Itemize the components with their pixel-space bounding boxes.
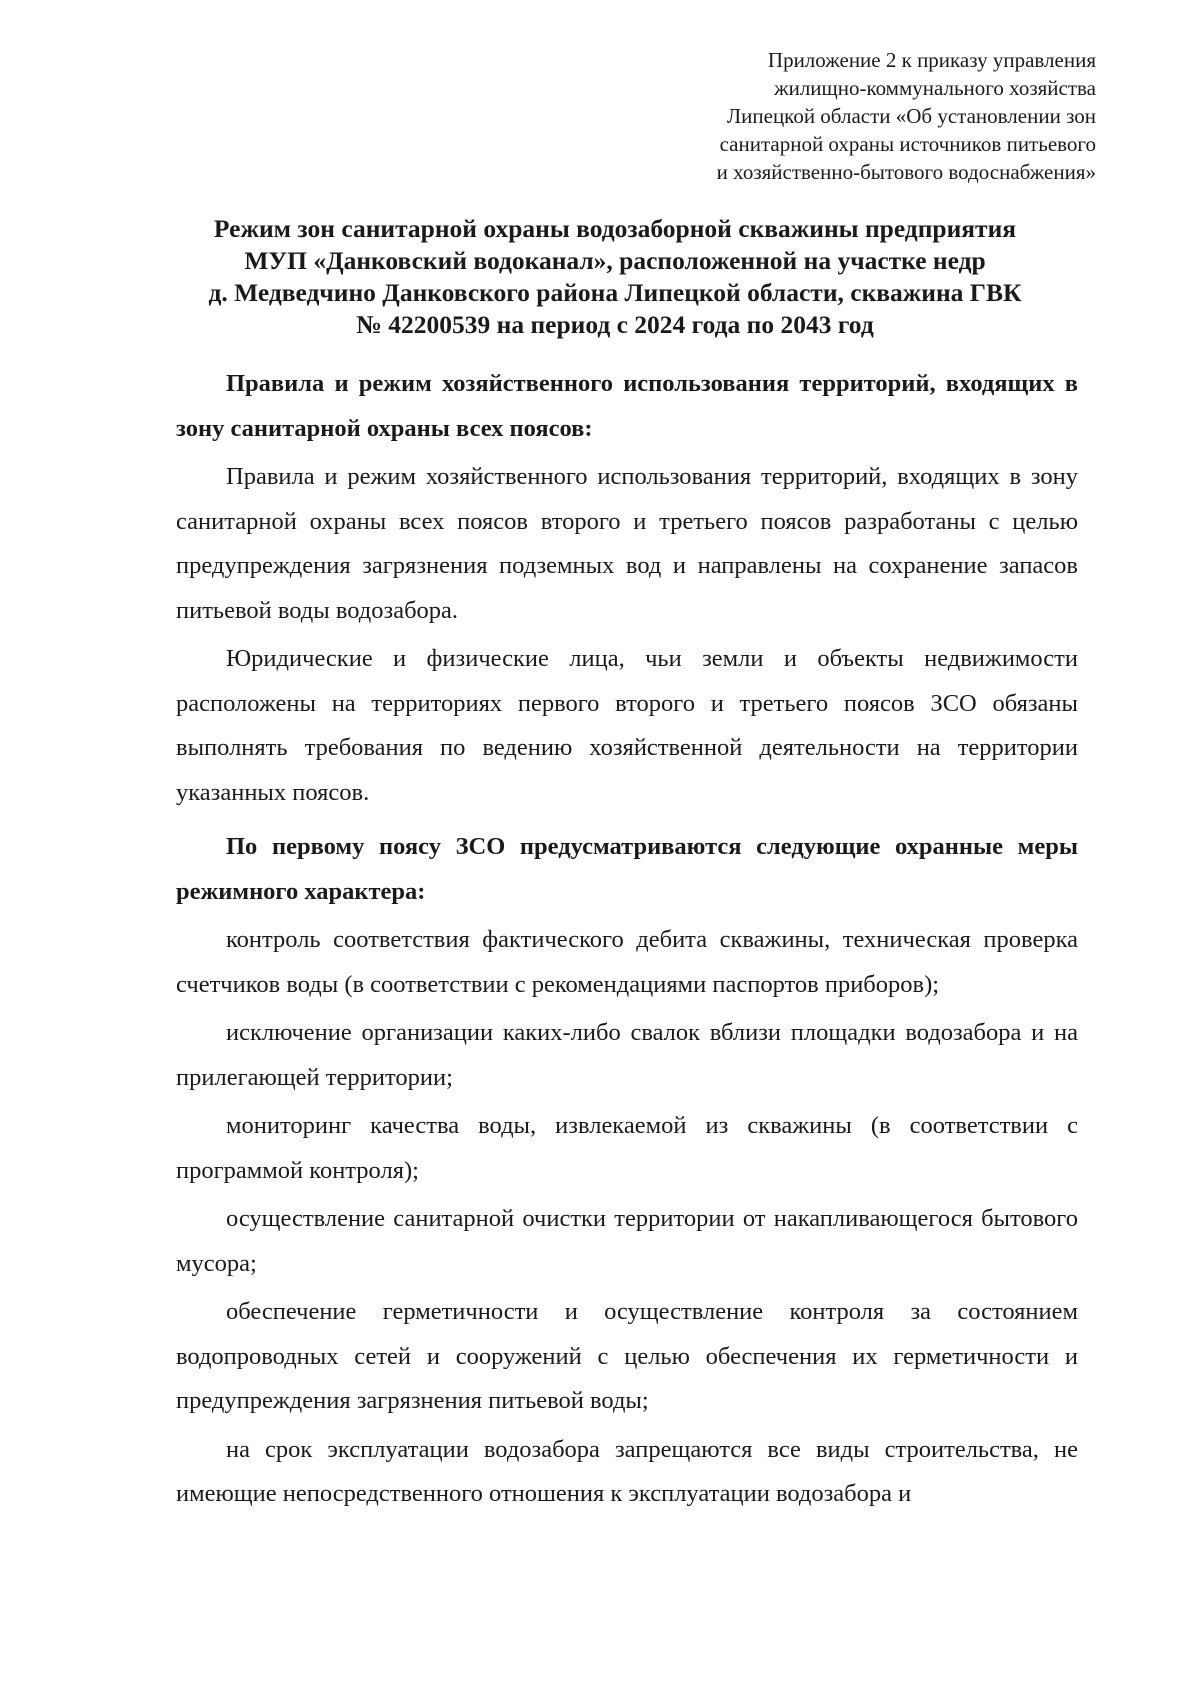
title-line: Режим зон санитарной охраны водозаборной скважины предприятия — [213, 214, 1017, 243]
measure-item: обеспечение герметичности и осуществление контроля за состоянием водопроводных сетей и сооружений с целью обеспечения их герметичности и предупреждения загрязнения питьевой воды; — [176, 1298, 1078, 1414]
appendix-note — [626, 46, 1096, 186]
appendix-note-line: жилищно-коммунального хозяйства — [774, 76, 1096, 100]
appendix-note-line: Липецкой области «Об установлении зон — [726, 104, 1096, 128]
document-title — [150, 213, 1080, 341]
title-line: д. Медведчино Данковского района Липецкой области, скважина ГВК — [208, 278, 1022, 307]
title-line: № 42200539 на период с 2024 года по 2043 год — [356, 310, 874, 339]
section-heading-rules: Правила и режим хозяйственного использования территорий, входящих в зону санитарной охраны всех поясов: — [176, 370, 1078, 442]
paragraph-obligations: Юридические и физические лица, чьи земли и объекты недвижимости расположены на территориях первого второго и третьего поясов ЗСО обязаны выполнять требования по ведению хозяйственной деятельности на территории указанных поясов. — [176, 645, 1078, 806]
measure-item: осуществление санитарной очистки территории от накапливающегося бытового мусора; — [176, 1205, 1078, 1277]
appendix-note-line: и хозяйственно-бытового водоснабжения» — [716, 160, 1096, 184]
measure-item: контроль соответствия фактического дебита скважины, техническая проверка счетчиков воды (в соответствии с рекомендациями паспортов приборов); — [176, 926, 1078, 998]
measure-item: мониторинг качества воды, извлекаемой из скважины (в соответствии с программой контроля); — [176, 1112, 1078, 1184]
section-heading-first-belt: По первому поясу ЗСО предусматриваются следующие охранные меры режимного характера: — [176, 833, 1078, 905]
title-line: МУП «Данковский водоканал», расположенной на участке недр — [244, 246, 986, 275]
appendix-note-line: санитарной охраны источников питьевого — [719, 132, 1096, 156]
paragraph-purpose: Правила и режим хозяйственного использования территорий, входящих в зону санитарной охраны всех поясов второго и третьего поясов разработаны с целью предупреждения загрязнения подземных вод и направлены на сохранение запасов питьевой воды водозабора. — [176, 463, 1078, 624]
measure-item: на срок эксплуатации водозабора запрещаются все виды строительства, не имеющие непосредственного отношения к эксплуатации водозабора и — [176, 1435, 1078, 1507]
document-body — [176, 362, 1078, 1517]
appendix-note-line: Приложение 2 к приказу управления — [767, 48, 1096, 72]
measure-item: исключение организации каких-либо свалок вблизи площадки водозабора и на прилегающей территории; — [176, 1019, 1078, 1091]
